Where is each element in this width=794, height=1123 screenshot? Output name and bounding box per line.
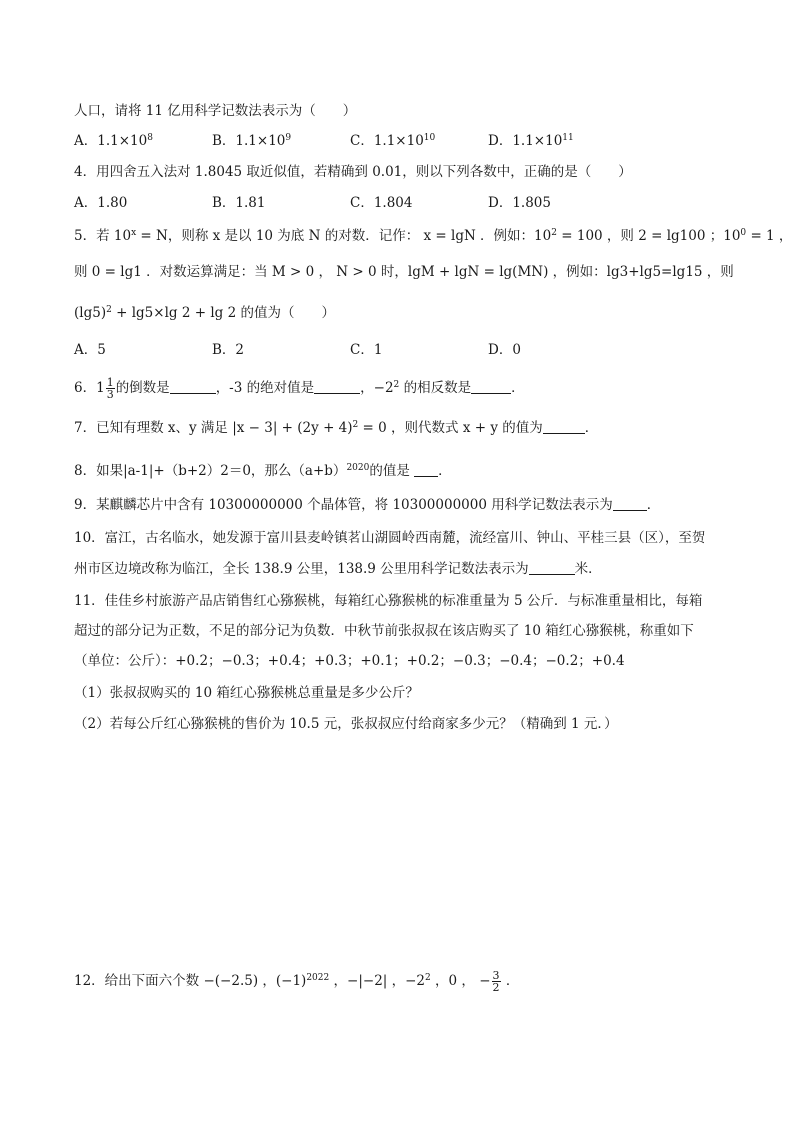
q4-option-d[interactable]: D．1.805 xyxy=(488,195,551,211)
q4-option-c[interactable]: C．1.804 xyxy=(350,195,413,211)
q5-option-d[interactable]: D．0 xyxy=(488,342,521,358)
q11-line2: 超过的部分记为正数，不足的部分记为负数．中秋节前张叔叔在该店购买了 10 箱红心猕猴桃，称重如下 xyxy=(74,623,694,639)
q5-line1: 5．若 $10^x = N$，则称 x 是以 10 为底 N 的对数．记作： x = lgN ．例如：$10^2 = 100$ ，则 2 = lg100 ；$10^0 = 1$ ， xyxy=(74,228,793,244)
q5-option-c[interactable]: C．1 xyxy=(350,342,383,358)
q3-option-a[interactable]: A．$1.1\times 10^8$ xyxy=(74,133,153,149)
q6-line: 6．1 $\frac{1}{3}$ 的倒数是 ，-3 的绝对值是 ，$-2^2$ 的相反数是 ． xyxy=(74,376,525,401)
q5-line2: 则 0 = lg1 ．对数运算满足：当 M > 0 ， N > 0 时，lgM + lgN = lg(MN) ，例如：lg3+lg5=lg15 ，则 xyxy=(74,264,734,280)
q5-option-b[interactable]: B．2 xyxy=(212,342,245,358)
q12-line: 12．给出下面六个数 −(−2.5) ，$(-1)^{2022}$ ，−|−2| ，$-2^2$ ，0 ， − $\frac{3}{2}$ ． xyxy=(74,969,520,994)
q11-sub2: （2）若每公斤红心猕猴桃的售价为 10.5 元，张叔叔应付给商家多少元？（精确到 1 元．） xyxy=(74,716,618,732)
q3-option-b[interactable]: B．$1.1\times 10^9$ xyxy=(212,133,292,149)
q7-line: 7．已知有理数 x、y 满足 $|x - 3| + (2y + 4)^2 = 0$ ，则代数式 x + y 的值为 ． xyxy=(74,420,599,436)
q3-stem xyxy=(74,101,356,121)
q3-stem-text: 人口，请将 11 亿用科学记数法表示为（ ） xyxy=(74,103,357,119)
q3-options xyxy=(74,131,714,151)
q4-option-a[interactable]: A．1.80 xyxy=(74,195,128,211)
q11-sub1: （1）张叔叔购买的 10 箱红心猕猴桃总重量是多少公斤？ xyxy=(74,685,419,701)
q9-blank[interactable] xyxy=(613,496,647,511)
q8-line: 8．如果|a-1|+（b+2）2＝0，那么$(a+b)^{2020}$的值是 ． xyxy=(74,463,452,479)
q11-line1: 11．佳佳乡村旅游产品店销售红心猕猴桃，每箱红心猕猴桃的标准重量为 5 公斤．与标准重量相比，每箱 xyxy=(74,593,703,609)
q4-stem-text: 4．用四舍五入法对 1.8045 取近似值，若精确到 0.01，则以下列各数中，正确的是（ ） xyxy=(74,164,632,180)
q6-fraction: $\frac{1}{3}$ xyxy=(106,376,114,401)
q10-line2: 州市区边境改称为临江，全长 138.9 公里，138.9 公里用科学记数法表示为 米． xyxy=(74,561,602,577)
q4-stem xyxy=(74,162,632,182)
q3-option-d[interactable]: D．$1.1\times 10^{11}$ xyxy=(488,133,574,149)
q5-options xyxy=(74,340,714,360)
q11-line3: （单位：公斤）：+0.2；−0.3；+0.4；+0.3；+0.1；+0.2；−0.3；−0.4；−0.2；+0.4 xyxy=(74,653,625,669)
q9-line: 9．某麒麟芯片中含有 10300000000 个晶体管，将 10300000000 用科学记数法表示为 ． xyxy=(74,497,661,513)
q6-blank-3[interactable] xyxy=(471,379,511,394)
q4-option-b[interactable]: B．1.81 xyxy=(212,195,266,211)
q7-blank[interactable] xyxy=(543,419,585,434)
q6-blank-2[interactable] xyxy=(314,379,360,394)
q4-options xyxy=(74,193,714,213)
q3-option-c[interactable]: C．$1.1\times 10^{10}$ xyxy=(350,133,436,149)
q8-blank[interactable] xyxy=(414,462,438,477)
q5-line3: $(\lg 5)^2 + \lg 5\times\lg$ 2 + lg 2 的值为（ ） xyxy=(74,305,335,321)
q5-option-a[interactable]: A．5 xyxy=(74,342,106,358)
q6-blank-1[interactable] xyxy=(170,379,216,394)
q10-line1: 10．富江，古名临水，她发源于富川县麦岭镇茗山湖圆岭西南麓，流经富川、钟山、平桂三县（区），至贺 xyxy=(74,530,706,546)
q10-blank[interactable] xyxy=(529,560,575,575)
q12-fraction: $\frac{3}{2}$ xyxy=(492,969,500,994)
